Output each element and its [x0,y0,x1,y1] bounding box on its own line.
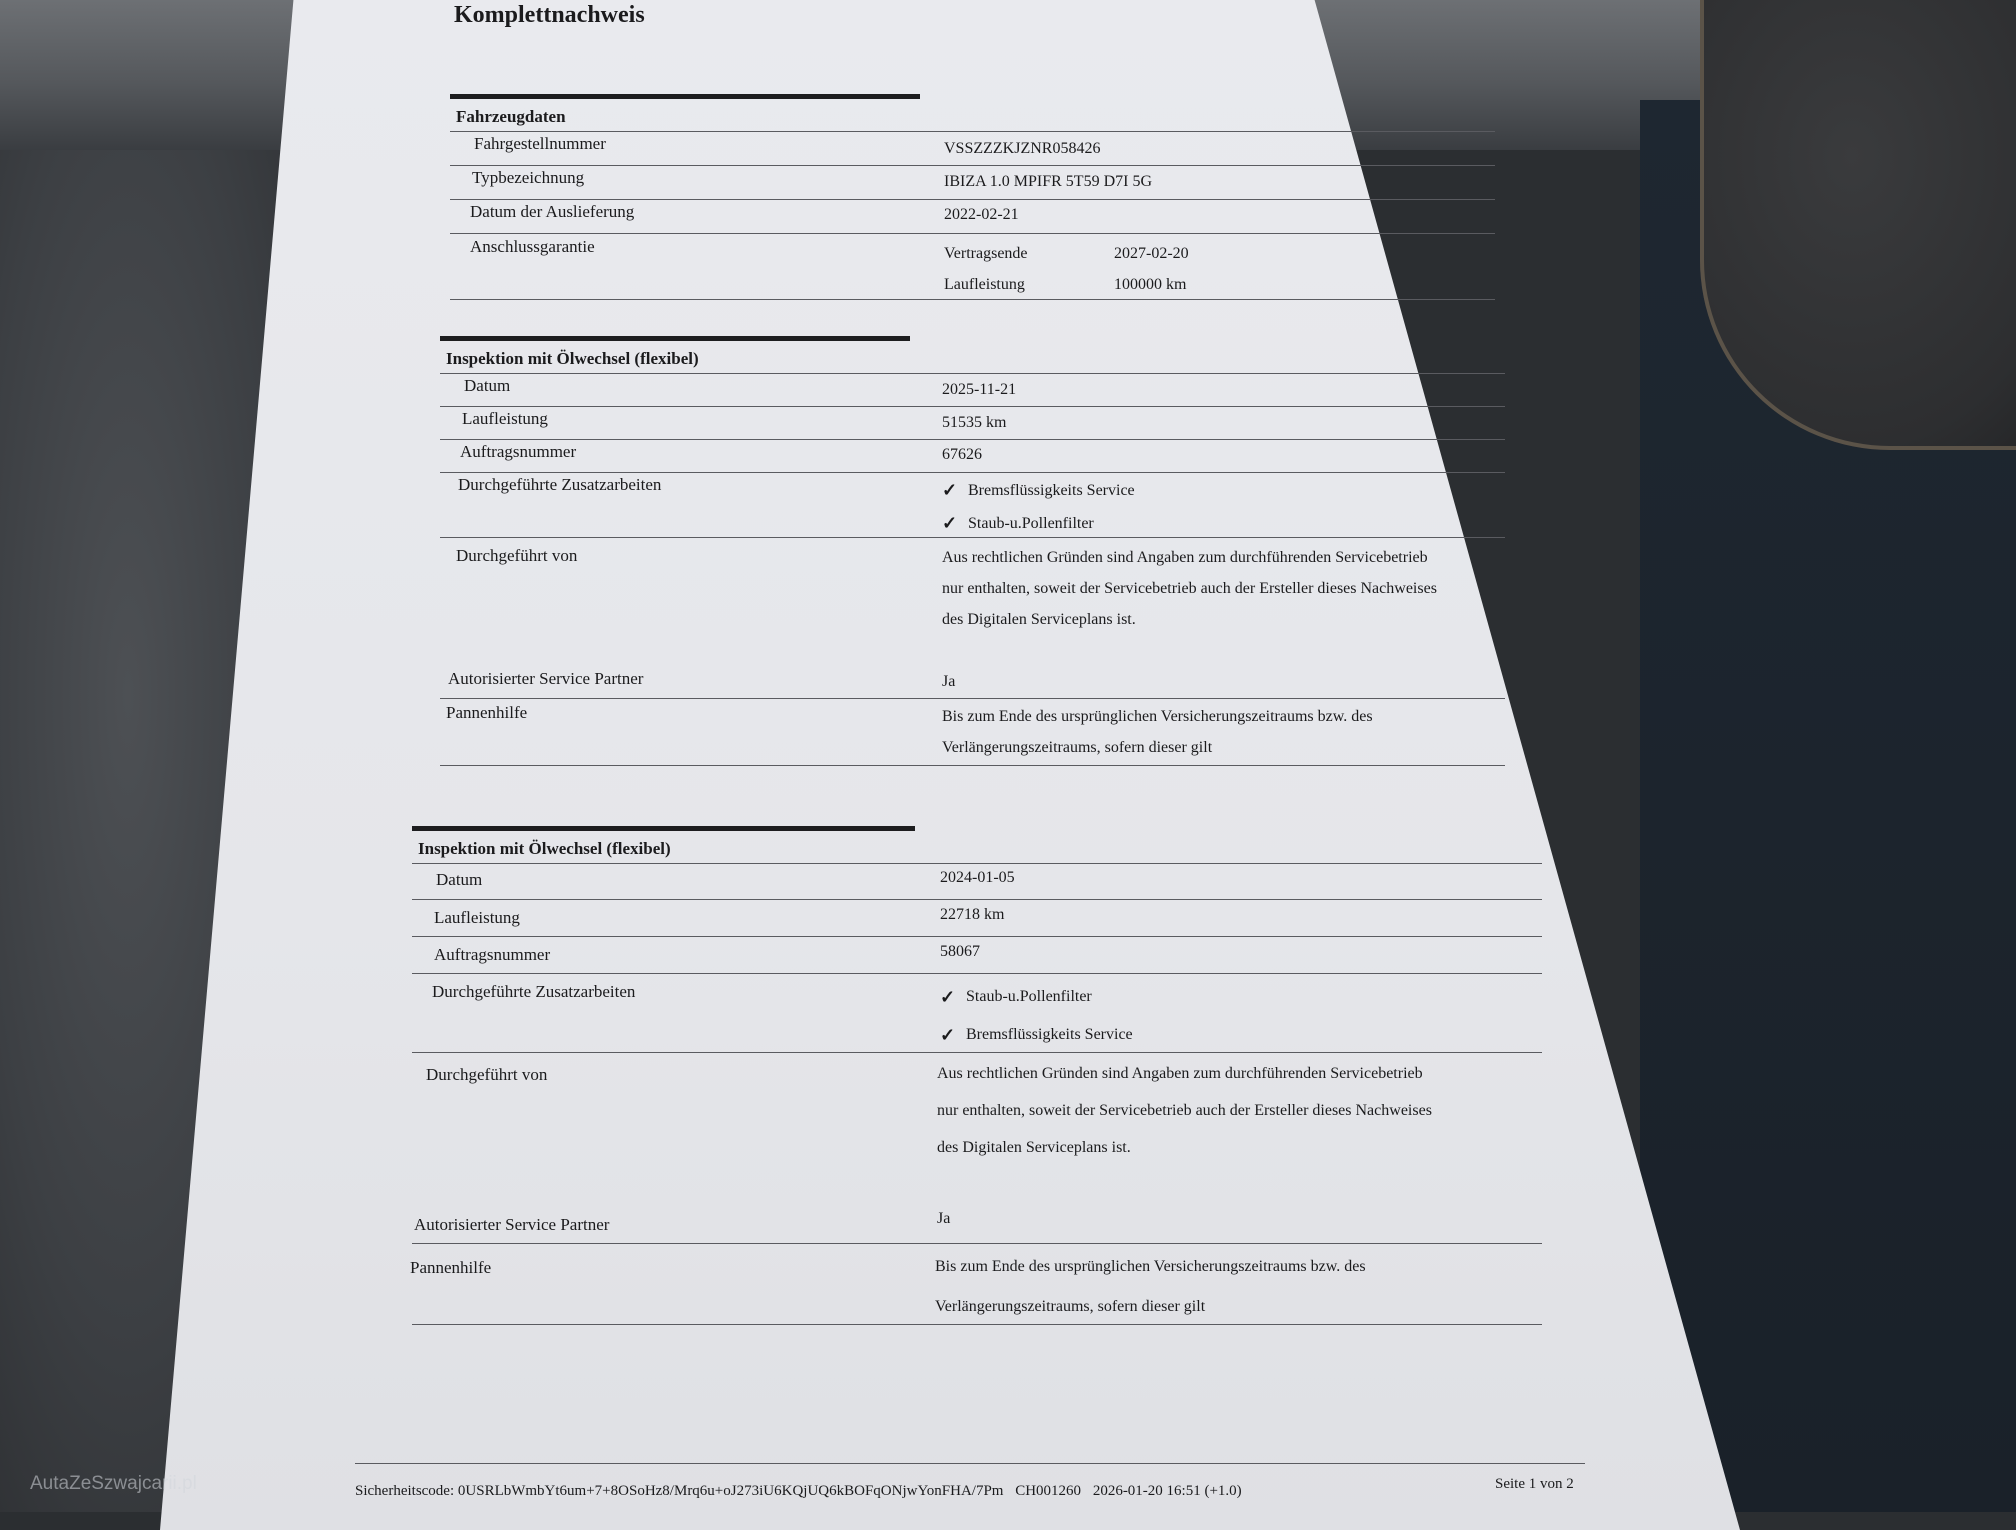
order-label: Auftragsnummer [460,442,577,461]
section-heading: Fahrzeugdaten [456,107,566,126]
row-mileage [412,899,1542,936]
performed-by-line: Aus rechtlichen Gründen sind Angaben zum durchführenden Servicebetrieb [937,1065,1423,1082]
performed-by-label: Durchgeführt von [456,546,578,565]
page-of-label: von [1540,1476,1563,1492]
security-code: 0USRLbWmbYt6um+7+8OSoHz8/Mrq6u+oJ273iU6KQjUQ6kBOFqONjwYonFHA/7Pm [457,1483,1004,1499]
reference-number: CH001260 [1015,1483,1082,1499]
row-type [450,165,1495,199]
extra-label: Bremsflüssigkeits Service [968,482,1135,499]
mileage-value: 22718 km [940,906,1005,923]
section-bar [440,336,910,341]
checkmark-icon: ✓ [940,987,956,1007]
page-label: Seite [1495,1476,1525,1492]
breakdown-label: Pannenhilfe [410,1258,492,1277]
partner-value: Ja [942,673,956,690]
section-heading: Inspektion mit Ölwechsel (flexibel) [446,349,699,368]
breakdown-line: Bis zum Ende des ursprünglichen Versicherungszeitraums bzw. des [942,708,1373,725]
partner-value: Ja [937,1210,951,1227]
extras-list [942,474,1135,540]
extra-item [940,1016,1133,1054]
row-breakdown [412,1243,1542,1325]
performed-by-line: nur enthalten, soweit der Servicebetrieb auch der Ersteller dieses Nachweises [937,1102,1432,1119]
mileage-label: Laufleistung [434,908,520,927]
row-mileage [440,406,1505,439]
checkmark-icon: ✓ [942,513,958,533]
row-date [412,863,1542,899]
warranty-mileage-value: 100000 km [1114,276,1187,293]
order-label: Auftragsnummer [434,945,551,964]
vehicle-section [450,94,1495,300]
contract-end-value: 2027-02-20 [1114,245,1189,262]
breakdown-text [935,1247,1366,1327]
date-label: Datum [436,870,483,889]
row-delivery-date [450,199,1495,233]
performed-by-text [937,1055,1432,1166]
page-footer [355,1463,1585,1499]
warranty-label: Anschlussgarantie [470,237,595,256]
extra-label: Staub-u.Pollenfilter [966,988,1092,1005]
performed-by-line: des Digitalen Serviceplans ist. [937,1139,1131,1156]
page-title: Komplettnachweis [454,2,645,28]
section-bar [450,94,920,99]
row-order [440,439,1505,472]
checkmark-icon: ✓ [942,480,958,500]
security-code-line [355,1483,1242,1500]
extras-list [940,978,1133,1054]
contract-end-label: Vertragsende [944,245,1028,262]
performed-by-label: Durchgeführt von [426,1065,548,1084]
warranty-end [944,238,1189,269]
order-value: 58067 [940,943,980,960]
row-order [412,936,1542,973]
row-extras [440,472,1505,537]
security-code-label: Sicherheitscode: [355,1483,455,1499]
breakdown-line: Verlängerungszeitraums, sofern dieser gilt [935,1298,1206,1315]
row-warranty [450,233,1495,300]
row-breakdown [440,698,1505,766]
page-current: 1 [1528,1476,1537,1492]
section-heading: Inspektion mit Ölwechsel (flexibel) [418,839,671,858]
type-label: Typbezeichnung [472,168,585,187]
performed-by-text [942,542,1437,635]
delivery-date-value: 2022-02-21 [944,206,1019,223]
mileage-label: Laufleistung [462,409,548,428]
checkmark-icon: ✓ [940,1025,956,1045]
warranty-mileage [944,269,1189,300]
performed-by-line: nur enthalten, soweit der Servicebetrieb auch der Ersteller dieses Nachweises [942,580,1437,597]
watermark: AutaZeSzwajcarii.pl [30,1473,197,1494]
mileage-value: 51535 km [942,414,1007,431]
delivery-date-label: Datum der Auslieferung [470,202,635,221]
row-date [440,373,1505,406]
breakdown-text [942,701,1373,763]
footer-rule [355,1463,1585,1464]
order-value: 67626 [942,446,982,463]
row-performed-by [440,537,1505,698]
type-value: IBIZA 1.0 MPIFR 5T59 D7I 5G [944,173,1153,190]
row-vin [450,131,1495,165]
extra-label: Bremsflüssigkeits Service [966,1026,1133,1043]
section-bar [412,826,915,831]
extra-item [942,507,1135,540]
date-value: 2025-11-21 [942,381,1017,398]
warranty-mileage-label: Laufleistung [944,276,1025,293]
extra-item [940,978,1133,1016]
performed-by-line: Aus rechtlichen Gründen sind Angaben zum durchführenden Servicebetrieb [942,549,1428,566]
vin-label: Fahrgestellnummer [474,134,606,153]
page-total: 2 [1566,1476,1574,1492]
date-label: Datum [464,376,511,395]
inspection-section-2 [412,826,1542,1325]
row-extras [412,973,1542,1052]
row-performed-by [412,1052,1542,1243]
timestamp: 2026-01-20 16:51 (+1.0) [1092,1483,1242,1499]
extra-label: Staub-u.Pollenfilter [968,515,1094,532]
extras-label: Durchgeführte Zusatzarbeiten [432,982,636,1001]
date-value: 2024-01-05 [940,869,1015,886]
partner-label: Autorisierter Service Partner [448,669,644,688]
performed-by-line: des Digitalen Serviceplans ist. [942,611,1136,628]
breakdown-line: Bis zum Ende des ursprünglichen Versicherungszeitraums bzw. des [935,1258,1366,1275]
vin-value: VSSZZZKJZNR058426 [944,140,1101,157]
breakdown-line: Verlängerungszeitraums, sofern dieser gilt [942,739,1213,756]
breakdown-label: Pannenhilfe [446,703,528,722]
warranty-details [944,238,1189,300]
extras-label: Durchgeführte Zusatzarbeiten [458,475,662,494]
partner-label: Autorisierter Service Partner [414,1215,610,1234]
inspection-section-1 [440,336,1505,766]
extra-item [942,474,1135,507]
page-number [1495,1476,1574,1493]
